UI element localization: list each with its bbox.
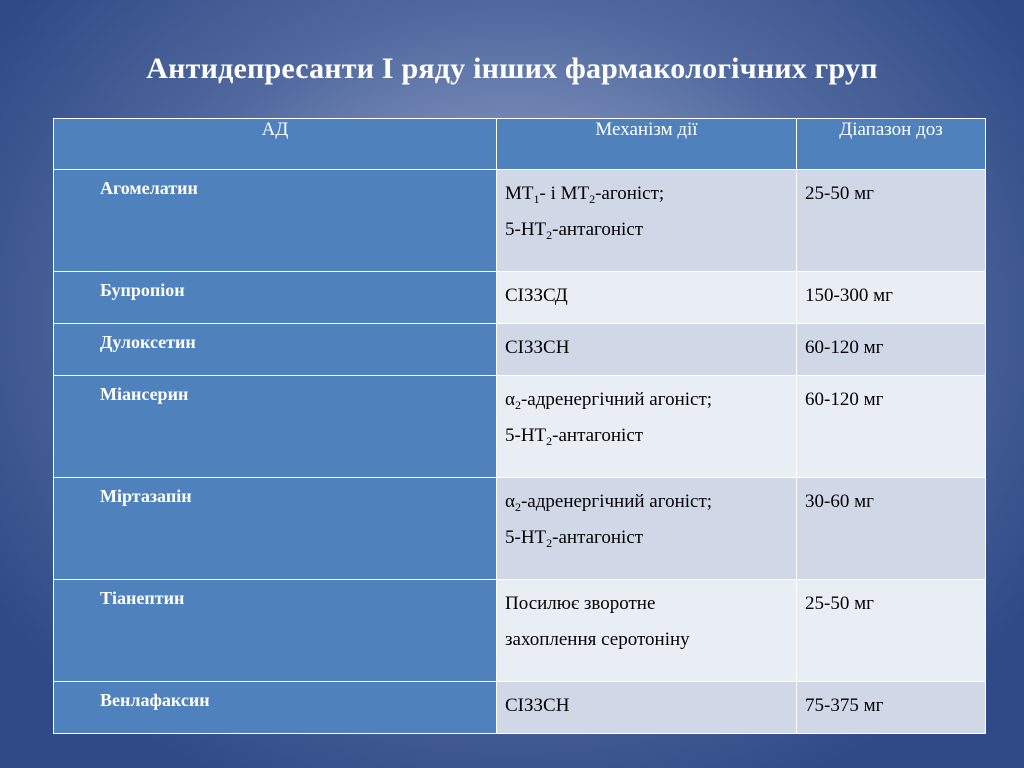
table-row	[54, 272, 986, 324]
mechanism-line-1: $МТ_1-$ і $МТ_2$-агоніст;	[505, 183, 665, 206]
dose-cell: 25-50 мг	[797, 170, 986, 272]
dose-cell: 25-50 мг	[797, 580, 986, 682]
mechanism-cell	[497, 478, 797, 580]
mechanism-line-1: $\alpha_2$-адренергічний агоніст;	[505, 389, 713, 412]
slide-title: Антидепресанти І ряду інших фармакологічних груп	[146, 52, 878, 85]
mechanism-cell: СІЗЗСН	[497, 682, 797, 734]
drug-name: Бупропіон	[54, 272, 497, 324]
header-mechanism: Механізм дії	[497, 119, 797, 170]
table-row	[54, 478, 986, 580]
dose-cell: 75-375 мг	[797, 682, 986, 734]
drug-name: Тіанептин	[54, 580, 497, 682]
table-row	[54, 324, 986, 376]
table-row	[54, 170, 986, 272]
mechanism-cell: СІЗЗСН	[497, 324, 797, 376]
drug-name: Агомелатин	[54, 170, 497, 272]
drug-name: Міансерин	[54, 376, 497, 478]
mechanism-cell: СІЗЗСД	[497, 272, 797, 324]
table-row	[54, 580, 986, 682]
dose-cell: 60-120 мг	[797, 376, 986, 478]
mechanism-cell	[497, 580, 797, 682]
dose-cell: 60-120 мг	[797, 324, 986, 376]
table-row	[54, 376, 986, 478]
mechanism-line-1: $\alpha_2$-адренергічний агоніст;	[505, 491, 713, 514]
antidepressant-table	[53, 118, 986, 734]
dose-cell: 30-60 мг	[797, 478, 986, 580]
drug-name: Дулоксетин	[54, 324, 497, 376]
mechanism-cell	[497, 170, 797, 272]
table-header-row	[54, 119, 986, 170]
mechanism-line-2: $5-НТ_2$-антагоніст	[505, 527, 644, 550]
table-row	[54, 682, 986, 734]
mechanism-line-2: захоплення серотоніну	[505, 629, 690, 650]
dose-cell: 150-300 мг	[797, 272, 986, 324]
header-dose-range: Діапазон доз	[797, 119, 986, 170]
drug-name: Венлафаксин	[54, 682, 497, 734]
mechanism-line-2: $5-НТ_2$-антагоніст	[505, 425, 644, 448]
mechanism-line-2: $5-НТ_2$-антагоніст	[505, 219, 644, 242]
drug-name: Міртазапін	[54, 478, 497, 580]
mechanism-cell	[497, 376, 797, 478]
header-drug: АД	[54, 119, 497, 170]
mechanism-line-1: Посилює зворотне	[505, 593, 656, 614]
